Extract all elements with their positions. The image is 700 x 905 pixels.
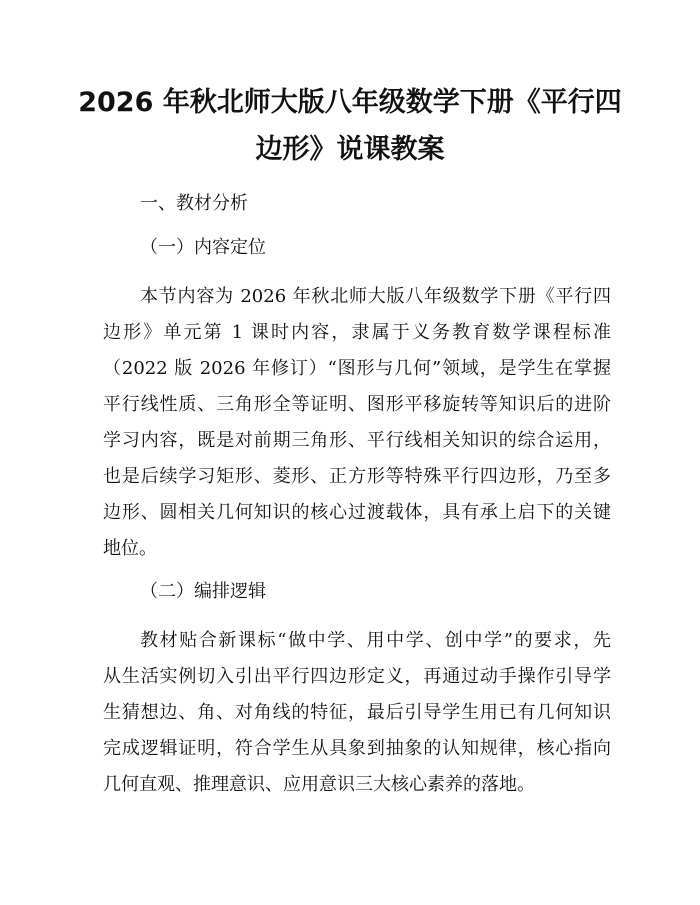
paragraph-line: （2022 版 2026 年修订）“图形与几何”领域，是学生在掌握 [103, 358, 611, 379]
paragraph-line: 生猜想边、角、对角线的特征，最后引导学生用已有几何知识 [103, 702, 611, 723]
section-heading-textbook-analysis: 一、教材分析 [140, 193, 248, 214]
paragraph-line: 学习内容，既是对前期三角形、平行线相关知识的综合运用， [103, 430, 611, 451]
paragraph-line: 平行线性质、三角形全等证明、图形平移旋转等知识后的进阶 [103, 394, 611, 415]
paragraph-line: 地位。 [103, 538, 157, 559]
paragraph-line: 本节内容为 2026 年秋北师大版八年级数学下册《平行四 [140, 286, 611, 307]
paragraph-line: 几何直观、推理意识、应用意识三大核心素养的落地。 [103, 774, 535, 795]
paragraph-line: 完成逻辑证明，符合学生从具象到抽象的认知规律，核心指向 [103, 738, 611, 759]
paragraph-line: 边形》单元第 1 课时内容，隶属于义务教育数学课程标准 [103, 322, 611, 343]
paragraph-line: 边形、圆相关几何知识的核心过渡载体，具有承上启下的关键 [103, 502, 611, 523]
document-title-line-2: 边形》说课教案 [255, 134, 445, 165]
subsection-heading-arrangement-logic: （二）编排逻辑 [140, 581, 266, 602]
document-title-line-1: 2026 年秋北师大版八年级数学下册《平行四 [78, 87, 622, 118]
paragraph-line: 从生活实例切入引出平行四边形定义，再通过动手操作引导学 [103, 666, 611, 687]
subsection-heading-content-positioning: （一）内容定位 [140, 237, 266, 258]
paragraph-line: 教材贴合新课标“做中学、用中学、创中学”的要求，先 [140, 630, 611, 651]
paragraph-line: 也是后续学习矩形、菱形、正方形等特殊平行四边形，乃至多 [103, 466, 611, 487]
